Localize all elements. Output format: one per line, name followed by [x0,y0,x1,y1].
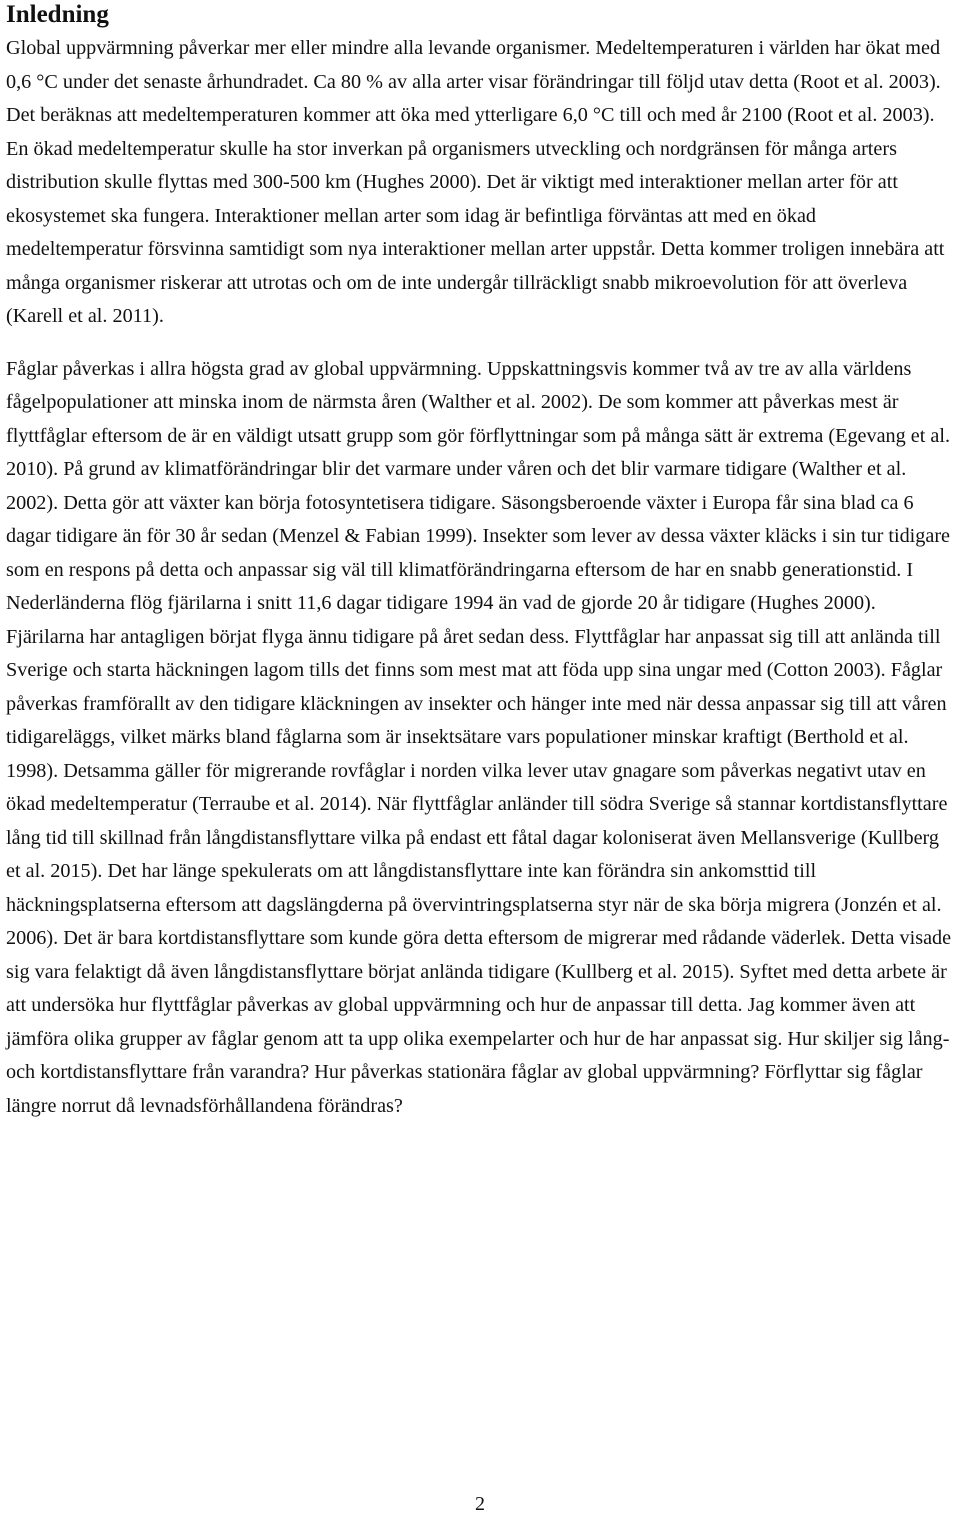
page-number: 2 [475,1493,485,1515]
section-heading: Inledning [6,1,109,28]
paragraph-climate-impact: Global uppvärmning påverkar mer eller mindre alla levande organismer. Medeltemperaturen i världen har ökat med 0,6 °C under det senaste århundradet. Ca 80 % av alla arter visar förändringar till följd utav detta (Root et al. 2003). Det beräknas att medeltemperaturen kommer att öka med ytterligare 6,0 °C till och med år 2100 (Root et al. 2003). En ökad medeltemperatur skulle ha stor inverkan på organismers utveckling och nordgränsen för många arters distribution skulle flyttas med 300-500 km (Hughes 2000). Det är viktigt med interaktioner mellan arter för att ekosystemet ska fungera. Interaktioner mellan arter som idag är befintliga förväntas att med en ökad medeltemperatur försvinna samtidigt som nya interaktioner mellan arter uppstår. Detta kommer troligen innebära att många organismer riskerar att utrotas och om de inte undergår tillräckligt snabb mikroevolution för att överleva (Karell et al. 2011). [6,37,945,327]
document-page [6,0,954,1123]
paragraph-bird-migration: Fåglar påverkas i allra högsta grad av global uppvärmning. Uppskattningsvis kommer två av tre av alla världens fågelpopulationer att minska inom de närmsta åren (Walther et al. 2002). De som kommer att påverkas mest är flyttfåglar eftersom de är en väldigt utsatt grupp som gör förflyttningar som på många sätt är extrema (Egevang et al. 2010). På grund av klimatförändringar blir det varmare under våren och det blir varmare tidigare (Walther et al. 2002). Detta gör att växter kan börja fotosyntetisera tidigare. Säsongsberoende växter i Europa får sina blad ca 6 dagar tidigare än för 30 år sedan (Menzel & Fabian 1999). Insekter som lever av dessa växter kläcks i sin tur tidigare som en respons på detta och anpassar sig väl till klimatförändringarna eftersom de har en snabb generationstid. I Nederländerna flög fjärilarna i snitt 11,6 dagar tidigare 1994 än vad de gjorde 20 år tidigare (Hughes 2000). Fjärilarna har antagligen börjat flyga ännu tidigare på året sedan dess. Flyttfåglar har anpassat sig till att anlända till Sverige och starta häckningen lagom tills det finns som mest mat att föda upp sina ungar med (Cotton 2003). Fåglar påverkas framförallt av den tidigare kläckningen av insekter och hänger inte med när dessa anpassar sig till att våren tidigareläggs, vilket märks bland fåglarna som är insektsätare vars populationer minskar kraftigt (Berthold et al. 1998). Detsamma gäller för migrerande rovfåglar i norden vilka lever utav gnagare som påverkas negativt utav en ökad medeltemperatur (Terraube et al. 2014). När flyttfåglar anländer till södra Sverige så stannar kortdistansflyttare lång tid till skillnad från långdistansflyttare vilka på endast ett fåtal dagar koloniserat även Mellansverige (Kullberg et al. 2015). Det har länge spekulerats om att långdistansflyttare inte kan förändra sin ankomsttid till häckningsplatserna eftersom att dagslängderna på övervintringsplatserna styr när de ska börja migrera (Jonzén et al. 2006). Det är bara kortdistansflyttare som kunde göra detta eftersom de migrerar med rådande väderlek. Detta visade sig vara felaktigt då även långdistansflyttare börjat anlända tidigare (Kullberg et al. 2015). Syftet med detta arbete är att undersöka hur flyttfåglar påverkas av global uppvärmning och hur de anpassar till detta. Jag kommer även att jämföra olika grupper av fåglar genom att ta upp olika exempelarter och hur de har anpassat sig. Hur skiljer sig lång- och kortdistansflyttare från varandra? Hur påverkas stationära fåglar av global uppvärmning? Förflyttar sig fåglar längre norrut då levnadsförhållandena förändras? [6,357,952,1117]
